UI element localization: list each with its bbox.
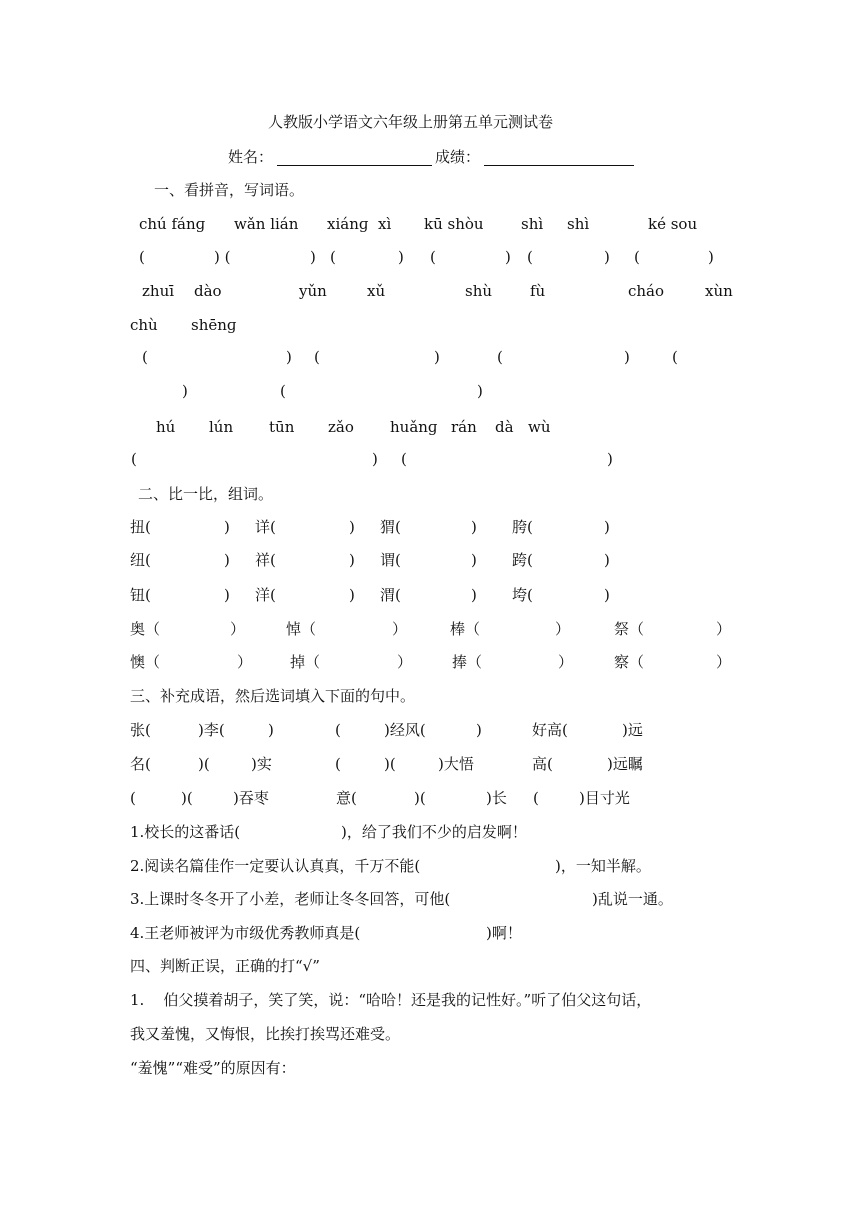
compare-close: ） <box>230 620 246 638</box>
compare-close: ) <box>604 518 610 536</box>
name-label: 姓名： <box>228 148 274 166</box>
answer-paren[interactable]: ( <box>634 248 640 266</box>
answer-paren[interactable]: ) <box>477 382 483 400</box>
pinyin: shēnɡ <box>191 316 237 334</box>
sentence-4: 4.王老师被评为市级优秀教师真是( <box>130 924 361 942</box>
page-title: 人教版小学语文六年级上册第五单元测试卷 <box>268 113 554 131</box>
compare-close: ) <box>349 551 355 569</box>
pinyin: zǎo <box>328 418 354 436</box>
answer-paren[interactable]: ) <box>182 382 188 400</box>
compare-close: ） <box>558 653 574 671</box>
answer-paren[interactable]: ) <box>624 348 630 366</box>
idiom-part: 高( <box>532 755 553 773</box>
pinyin: wù <box>528 418 551 436</box>
idiom-part: ( <box>335 755 341 773</box>
pinyin: xùn <box>705 282 733 300</box>
pinyin: fù <box>530 282 546 300</box>
sentence-2: 2.阅读名篇佳作一定要认认真真，千万不能( <box>130 857 421 875</box>
pinyin: shù <box>465 282 493 300</box>
pinyin: dà <box>495 418 514 436</box>
compare-char: 洋( <box>255 586 276 604</box>
compare-char: 扭( <box>130 518 151 536</box>
idiom-part: )吞枣 <box>233 789 269 807</box>
compare-char: 跨( <box>512 551 533 569</box>
compare-close: ) <box>349 518 355 536</box>
answer-paren[interactable]: ( <box>672 348 678 366</box>
idiom-part: 好高( <box>532 721 568 739</box>
answer-paren[interactable]: ( <box>280 382 286 400</box>
pinyin: shì <box>567 215 590 233</box>
compare-char: 捧（ <box>452 653 483 671</box>
compare-char: 懊（ <box>130 653 161 671</box>
idiom-part: )李( <box>198 721 225 739</box>
idiom-part: )( <box>384 755 396 773</box>
pinyin: xǔ <box>367 282 386 300</box>
answer-paren[interactable]: ( <box>139 248 145 266</box>
compare-char: 详( <box>255 518 276 536</box>
answer-paren[interactable]: ( <box>142 348 148 366</box>
idiom-part: )( <box>414 789 426 807</box>
compare-char: 猬( <box>380 518 401 536</box>
idiom-part: 名( <box>130 755 151 773</box>
idiom-part: ( <box>130 789 136 807</box>
compare-char: 谓( <box>380 551 401 569</box>
pinyin: yǔn <box>299 282 327 300</box>
compare-close: ） <box>555 620 571 638</box>
compare-close: ） <box>237 653 253 671</box>
compare-char: 察（ <box>614 653 645 671</box>
idiom-part: ) <box>476 721 482 739</box>
answer-paren[interactable]: ) <box>604 248 610 266</box>
answer-paren[interactable]: ) <box>505 248 511 266</box>
idiom-part: 意( <box>336 789 357 807</box>
compare-close: ) <box>349 586 355 604</box>
answer-paren[interactable]: ) <box>434 348 440 366</box>
answer-paren[interactable]: ) <box>372 450 378 468</box>
question-1-prompt: “羞愧”“难受”的原因有： <box>130 1059 296 1077</box>
sentence-4-tail: )啊！ <box>486 924 522 942</box>
idiom-part: )大悟 <box>438 755 474 773</box>
compare-close: ） <box>392 620 408 638</box>
name-blank[interactable] <box>277 165 432 166</box>
compare-close: ) <box>471 518 477 536</box>
idiom-part: )远瞩 <box>607 755 643 773</box>
answer-paren[interactable]: ) <box>398 248 404 266</box>
sentence-1: 1.校长的这番话( <box>130 823 241 841</box>
idiom-part: )( <box>198 755 210 773</box>
idiom-part: ( <box>533 789 539 807</box>
compare-close: ) <box>224 518 230 536</box>
idiom-part: 张( <box>130 721 151 739</box>
sentence-3: 3.上课时冬冬开了小差，老师让冬冬回答，可他( <box>130 890 451 908</box>
compare-char: 垮( <box>512 586 533 604</box>
compare-close: ） <box>716 653 732 671</box>
answer-paren[interactable]: ) <box>607 450 613 468</box>
pinyin: chù <box>130 316 158 334</box>
compare-close: ) <box>471 551 477 569</box>
sentence-1-tail: )，给了我们不少的启发啊！ <box>341 823 527 841</box>
pinyin: ké sou <box>648 215 698 233</box>
compare-close: ) <box>604 586 610 604</box>
idiom-part: )经风( <box>384 721 426 739</box>
answer-paren[interactable]: ) <box>286 348 292 366</box>
compare-close: ) <box>604 551 610 569</box>
compare-char: 棒（ <box>450 620 481 638</box>
compare-close: ） <box>397 653 413 671</box>
compare-close: ) <box>471 586 477 604</box>
idiom-part: ) <box>268 721 274 739</box>
compare-close: ） <box>716 620 732 638</box>
answer-paren[interactable]: ( <box>497 348 503 366</box>
answer-paren[interactable]: ) <box>310 248 316 266</box>
compare-char: 悼（ <box>286 620 317 638</box>
compare-char: 奥（ <box>130 620 161 638</box>
section-1-heading: 一、看拼音，写词语。 <box>154 181 305 199</box>
compare-char: 祥( <box>255 551 276 569</box>
pinyin: kū shòu <box>424 215 484 233</box>
section-4-heading: 四、判断正误，正确的打“√” <box>130 957 320 975</box>
compare-char: 钮( <box>130 586 151 604</box>
compare-char: 掉（ <box>290 653 321 671</box>
compare-close: ) <box>224 551 230 569</box>
compare-char: 渭( <box>380 586 401 604</box>
score-blank[interactable] <box>484 165 634 166</box>
answer-paren[interactable]: ( <box>330 248 336 266</box>
question-1-line-2: 我又羞愧，又悔恨，比挨打挨骂还难受。 <box>130 1025 401 1043</box>
score-label: 成绩： <box>435 148 481 166</box>
pinyin: lún <box>209 418 234 436</box>
idiom-part: )长 <box>486 789 507 807</box>
answer-paren[interactable]: ( <box>527 248 533 266</box>
answer-paren[interactable]: ) ( <box>214 248 231 266</box>
pinyin: dào <box>194 282 222 300</box>
question-1-line-1: 1. 伯父摸着胡子，笑了笑，说：“哈哈！还是我的记性好。”听了伯父这句话， <box>130 991 652 1009</box>
answer-paren[interactable]: ( <box>401 450 407 468</box>
pinyin: chú fánɡ <box>139 215 206 233</box>
idiom-part: )实 <box>251 755 272 773</box>
answer-paren[interactable]: ( <box>314 348 320 366</box>
pinyin: shì <box>521 215 544 233</box>
pinyin: hú <box>156 418 176 436</box>
pinyin: zhuī <box>142 282 175 300</box>
pinyin: cháo <box>628 282 665 300</box>
idiom-part: ( <box>335 721 341 739</box>
pinyin: rán <box>451 418 477 436</box>
compare-char: 胯( <box>512 518 533 536</box>
sentence-2-tail: )，一知半解。 <box>555 857 651 875</box>
sentence-3-tail: )乱说一通。 <box>592 890 673 908</box>
answer-paren[interactable]: ( <box>131 450 137 468</box>
pinyin: tūn <box>269 418 295 436</box>
answer-paren[interactable]: ) <box>708 248 714 266</box>
pinyin: xiánɡ xì <box>327 215 392 233</box>
idiom-part: )目寸光 <box>579 789 630 807</box>
pinyin: huǎnɡ <box>390 418 438 436</box>
section-3-heading: 三、补充成语，然后选词填入下面的句中。 <box>130 687 416 705</box>
pinyin: wǎn lián <box>234 215 299 233</box>
compare-char: 纽( <box>130 551 151 569</box>
section-2-heading: 二、比一比，组词。 <box>138 485 274 503</box>
compare-char: 祭（ <box>614 620 645 638</box>
answer-paren[interactable]: ( <box>430 248 436 266</box>
compare-close: ) <box>224 586 230 604</box>
idiom-part: )远 <box>622 721 643 739</box>
idiom-part: )( <box>181 789 193 807</box>
